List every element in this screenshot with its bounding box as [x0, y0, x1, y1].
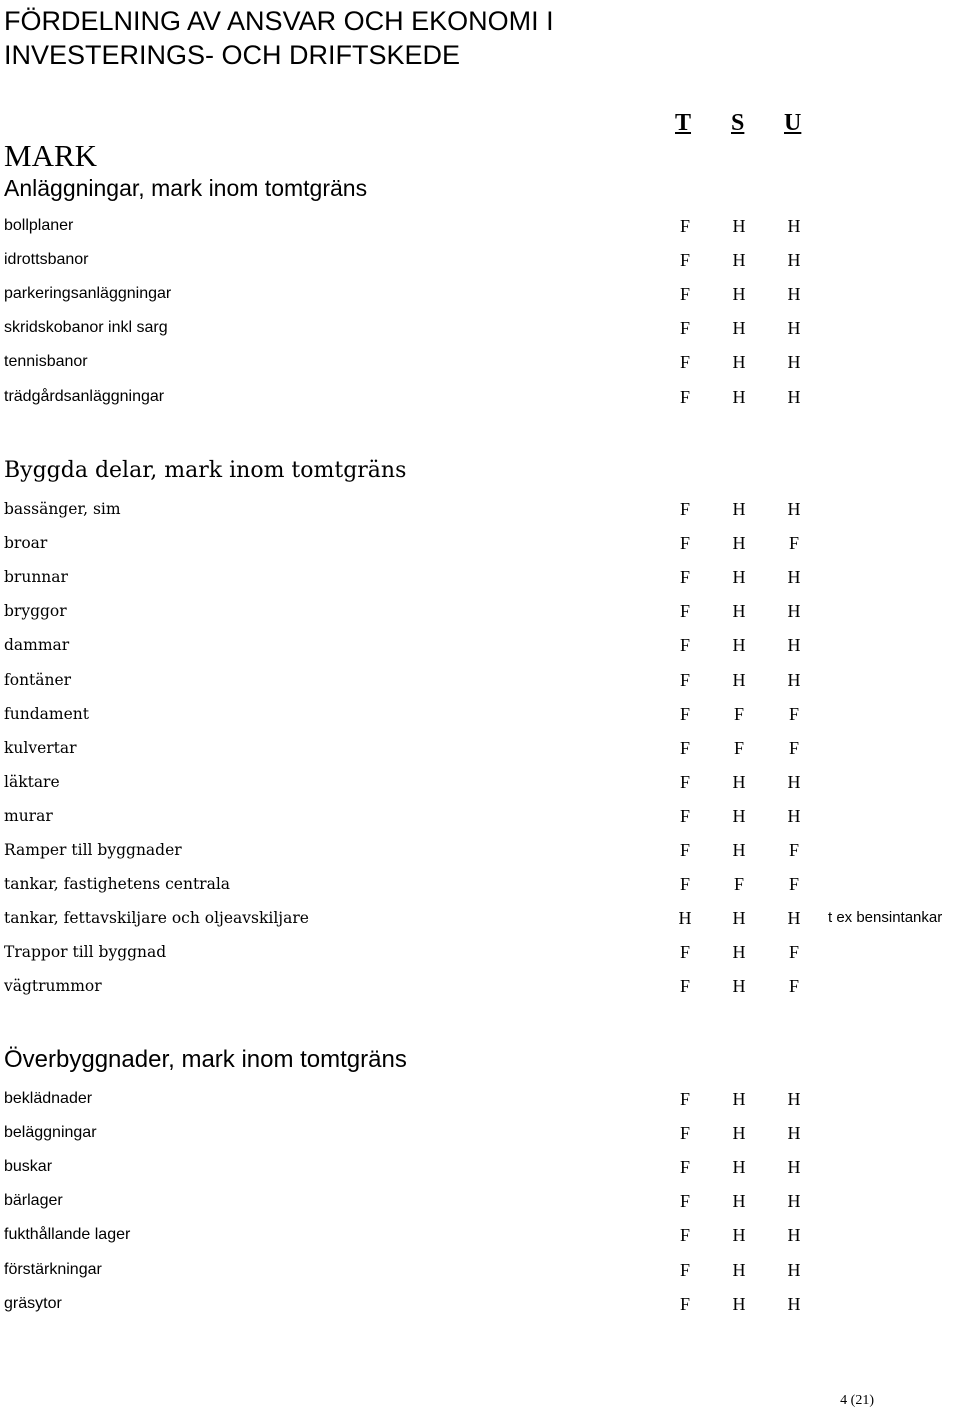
value-u: H [787, 387, 801, 407]
row-label: buskar [4, 1158, 53, 1175]
value-s: H [732, 976, 746, 996]
value-t: F [679, 635, 690, 655]
value-t: F [679, 352, 690, 372]
table-row [0, 596, 960, 626]
column-header-u: U [784, 110, 802, 136]
value-t: F [679, 1123, 690, 1143]
row-label: tankar, fettavskiljare och oljeavskiljare [4, 909, 309, 927]
value-s: F [733, 738, 744, 758]
table-row [0, 699, 960, 729]
value-u: H [787, 284, 801, 304]
table-row [0, 971, 960, 1001]
table-row [0, 1186, 960, 1216]
value-u: H [787, 1123, 801, 1143]
table-row [0, 869, 960, 899]
value-u: H [787, 1260, 801, 1280]
value-u: F [788, 704, 799, 724]
value-t: F [679, 670, 690, 690]
value-t: F [679, 840, 690, 860]
value-s: H [732, 772, 746, 792]
value-u: H [787, 1191, 801, 1211]
row-label: läktare [4, 773, 60, 791]
row-label: Trappor till byggnad [4, 943, 167, 961]
value-u: H [787, 567, 801, 587]
value-t: F [679, 533, 690, 553]
value-t: F [679, 942, 690, 962]
row-label: Ramper till byggnader [4, 841, 182, 859]
value-t: F [679, 601, 690, 621]
value-u: F [788, 533, 799, 553]
table-row [0, 313, 960, 343]
value-u: H [787, 806, 801, 826]
value-s: H [732, 1191, 746, 1211]
value-t: F [679, 772, 690, 792]
table-row [0, 347, 960, 377]
table-row [0, 801, 960, 831]
row-label: förstärkningar [4, 1261, 102, 1278]
value-s: H [732, 1225, 746, 1245]
value-t: F [679, 1260, 690, 1280]
value-u: H [787, 499, 801, 519]
row-note: t ex bensintankar [828, 909, 943, 926]
value-u: F [788, 840, 799, 860]
table-row [0, 245, 960, 275]
value-t: F [679, 1191, 690, 1211]
value-u: H [787, 601, 801, 621]
value-t: F [679, 1089, 690, 1109]
value-s: H [732, 670, 746, 690]
row-label: fontäner [4, 671, 72, 689]
value-u: H [787, 216, 801, 236]
value-s: H [732, 1157, 746, 1177]
row-label: bärlager [4, 1192, 63, 1209]
table-row [0, 562, 960, 592]
table-row [0, 665, 960, 695]
value-s: H [732, 499, 746, 519]
table-row [0, 835, 960, 865]
value-s: H [732, 216, 746, 236]
table-row [0, 733, 960, 763]
value-u: H [787, 670, 801, 690]
row-label: fundament [4, 705, 89, 723]
table-row [0, 903, 960, 933]
value-s: H [732, 1089, 746, 1109]
table-row [0, 1220, 960, 1250]
row-label: idrottsbanor [4, 251, 89, 268]
row-label: kulvertar [4, 739, 77, 757]
table-row [0, 494, 960, 524]
value-u: H [787, 352, 801, 372]
table-row [0, 211, 960, 241]
row-label: bryggor [4, 602, 67, 620]
column-header-t: T [675, 110, 692, 136]
table-row [0, 1084, 960, 1114]
value-t: F [679, 318, 690, 338]
value-s: H [732, 1260, 746, 1280]
value-u: H [787, 1089, 801, 1109]
value-t: F [679, 499, 690, 519]
row-label: tennisbanor [4, 353, 88, 370]
value-t: H [678, 908, 692, 928]
value-t: F [679, 1157, 690, 1177]
value-t: F [679, 1294, 690, 1314]
row-label: parkeringsanläggningar [4, 285, 172, 302]
row-label: beläggningar [4, 1124, 97, 1141]
page-number: 4 (21) [840, 1393, 874, 1408]
value-s: H [732, 601, 746, 621]
row-label: vägtrummor [4, 977, 102, 995]
table-row [0, 767, 960, 797]
row-label: murar [4, 807, 53, 825]
value-s: H [732, 840, 746, 860]
table-row [0, 937, 960, 967]
column-header-s: S [731, 110, 745, 136]
value-t: F [679, 567, 690, 587]
value-t: F [679, 806, 690, 826]
table-row [0, 382, 960, 412]
table-row [0, 1255, 960, 1285]
value-u: H [787, 1294, 801, 1314]
row-label: beklädnader [4, 1090, 93, 1107]
table-row [0, 1289, 960, 1319]
value-s: H [732, 318, 746, 338]
value-u: F [788, 738, 799, 758]
value-s: H [732, 284, 746, 304]
value-t: F [679, 216, 690, 236]
value-s: H [732, 352, 746, 372]
value-t: F [679, 250, 690, 270]
value-t: F [679, 874, 690, 894]
value-t: F [679, 387, 690, 407]
value-s: H [732, 942, 746, 962]
row-label: skridskobanor inkl sarg [4, 319, 168, 336]
value-u: H [787, 318, 801, 338]
row-label: bollplaner [4, 217, 74, 234]
table-row [0, 630, 960, 660]
value-s: H [732, 1123, 746, 1143]
value-t: F [679, 704, 690, 724]
value-s: H [732, 635, 746, 655]
value-s: F [733, 874, 744, 894]
value-u: F [788, 874, 799, 894]
value-u: H [787, 908, 801, 928]
value-u: F [788, 976, 799, 996]
value-t: F [679, 1225, 690, 1245]
table-row [0, 279, 960, 309]
value-s: H [732, 387, 746, 407]
row-label: gräsytor [4, 1295, 62, 1312]
value-u: H [787, 1225, 801, 1245]
value-u: F [788, 942, 799, 962]
page-title-line-2: INVESTERINGS- OCH DRIFTSKEDE [4, 40, 461, 70]
value-s: F [733, 704, 744, 724]
table-row [0, 1152, 960, 1182]
value-s: H [732, 533, 746, 553]
value-s: H [732, 908, 746, 928]
row-label: tankar, fastighetens centrala [4, 875, 231, 893]
value-s: H [732, 250, 746, 270]
section-heading-byggda-delar: Byggda delar, mark inom tomtgräns [4, 458, 407, 483]
row-label: brunnar [4, 568, 68, 586]
section-heading-anlaggningar: Anläggningar, mark inom tomtgräns [4, 175, 368, 201]
table-row [0, 528, 960, 558]
value-u: H [787, 772, 801, 792]
row-label: bassänger, sim [4, 500, 121, 518]
value-s: H [732, 1294, 746, 1314]
page-title-line-1: FÖRDELNING AV ANSVAR OCH EKONOMI I [4, 6, 554, 36]
value-t: F [679, 976, 690, 996]
value-u: H [787, 250, 801, 270]
row-label: fukthållande lager [4, 1226, 131, 1243]
value-u: H [787, 1157, 801, 1177]
value-u: H [787, 635, 801, 655]
value-s: H [732, 567, 746, 587]
row-label: trädgårdsanläggningar [4, 388, 165, 405]
table-row [0, 1118, 960, 1148]
section-heading-overbyggnader: Överbyggnader, mark inom tomtgräns [4, 1046, 407, 1073]
row-label: broar [4, 534, 48, 552]
value-t: F [679, 284, 690, 304]
category-heading: MARK [4, 138, 98, 173]
value-t: F [679, 738, 690, 758]
value-s: H [732, 806, 746, 826]
row-label: dammar [4, 636, 70, 654]
